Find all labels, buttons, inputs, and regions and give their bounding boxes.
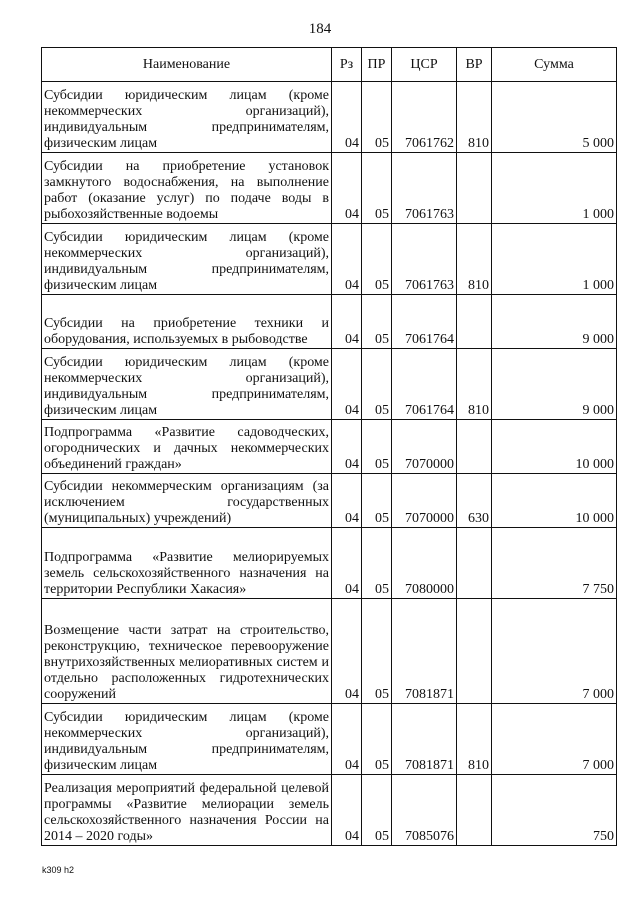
row-rz: 04 [332,224,362,295]
table-row [42,474,617,528]
table-row [42,82,617,153]
table-row [42,775,617,846]
row-pr: 05 [362,775,392,846]
row-csr: 7061764 [392,295,457,349]
row-rz: 04 [332,599,362,704]
row-vr: 810 [457,349,492,420]
row-sum: 5 000 [492,82,617,153]
row-name: Субсидии некоммерческим организациям (за исключением государственных (муниципальных) учреждений) [42,474,332,528]
row-csr: 7061763 [392,224,457,295]
row-sum: 10 000 [492,420,617,474]
row-name: Субсидии юридическим лицам (кроме некоммерческих организаций), индивидуальным предпринимателям, физическим лицам [42,224,332,295]
row-name: Субсидии юридическим лицам (кроме некоммерческих организаций), индивидуальным предпринимателям, физическим лицам [42,349,332,420]
row-name: Субсидии на приобретение техники и оборудования, используемых в рыбоводстве [42,295,332,349]
row-csr: 7081871 [392,704,457,775]
row-name: Субсидии юридическим лицам (кроме некоммерческих организаций), индивидуальным предпринимателям, физическим лицам [42,82,332,153]
table-row [42,528,617,599]
row-csr: 7061764 [392,349,457,420]
row-pr: 05 [362,474,392,528]
row-csr: 7081871 [392,599,457,704]
header-vr: ВР [457,48,492,82]
row-sum: 7 000 [492,704,617,775]
row-vr [457,420,492,474]
row-vr [457,295,492,349]
page-number: 184 [308,21,332,37]
header-csr: ЦСР [392,48,457,82]
row-vr: 810 [457,82,492,153]
row-rz: 04 [332,704,362,775]
footer-code: k309 h2 [42,865,75,875]
row-sum: 10 000 [492,474,617,528]
row-name: Подпрограмма «Развитие садоводческих, огороднических и дачных некоммерческих объединений граждан» [42,420,332,474]
row-sum: 7 000 [492,599,617,704]
table-row [42,599,617,704]
row-pr: 05 [362,420,392,474]
row-rz: 04 [332,528,362,599]
row-pr: 05 [362,528,392,599]
table-row [42,153,617,224]
header-name: Наименование [42,48,332,82]
table-row [42,295,617,349]
row-vr: 810 [457,224,492,295]
row-pr: 05 [362,82,392,153]
row-rz: 04 [332,295,362,349]
table-header-row [42,48,617,82]
row-csr: 7061763 [392,153,457,224]
table-row [42,349,617,420]
row-rz: 04 [332,775,362,846]
row-name: Возмещение части затрат на строительство, реконструкцию, техническое перевооружение внутрихозяйственных мелиоративных систем и отдельно расположенных гидротехнических сооружений [42,599,332,704]
row-name: Реализация мероприятий федеральной целевой программы «Развитие мелиорации земель сельскохозяйственного назначения России на 2014 – 2020 годы» [42,775,332,846]
row-vr: 630 [457,474,492,528]
row-sum: 1 000 [492,153,617,224]
row-pr: 05 [362,153,392,224]
row-name: Субсидии на приобретение установок замкнутого водоснабжения, на выполнение работ (оказание услуг) по подаче воды в рыбохозяйственные водоемы [42,153,332,224]
header-pr: ПР [362,48,392,82]
row-rz: 04 [332,82,362,153]
row-sum: 9 000 [492,295,617,349]
table-row [42,420,617,474]
row-pr: 05 [362,599,392,704]
row-sum: 9 000 [492,349,617,420]
table-row [42,224,617,295]
row-pr: 05 [362,224,392,295]
table-row [42,704,617,775]
row-csr: 7080000 [392,528,457,599]
row-csr: 7070000 [392,420,457,474]
row-sum: 1 000 [492,224,617,295]
header-rz: Рз [332,48,362,82]
header-sum: Сумма [492,48,617,82]
budget-table [41,47,617,846]
row-vr: 810 [457,704,492,775]
row-name: Подпрограмма «Развитие мелиорируемых земель сельскохозяйственного назначения на территории Республики Хакасия» [42,528,332,599]
row-rz: 04 [332,349,362,420]
row-csr: 7085076 [392,775,457,846]
row-rz: 04 [332,420,362,474]
row-sum: 750 [492,775,617,846]
row-vr [457,153,492,224]
row-name: Субсидии юридическим лицам (кроме некоммерческих организаций), индивидуальным предпринимателям, физическим лицам [42,704,332,775]
row-pr: 05 [362,704,392,775]
row-rz: 04 [332,153,362,224]
row-csr: 7061762 [392,82,457,153]
row-vr [457,528,492,599]
row-csr: 7070000 [392,474,457,528]
row-vr [457,775,492,846]
row-pr: 05 [362,295,392,349]
row-vr [457,599,492,704]
row-sum: 7 750 [492,528,617,599]
row-pr: 05 [362,349,392,420]
row-rz: 04 [332,474,362,528]
